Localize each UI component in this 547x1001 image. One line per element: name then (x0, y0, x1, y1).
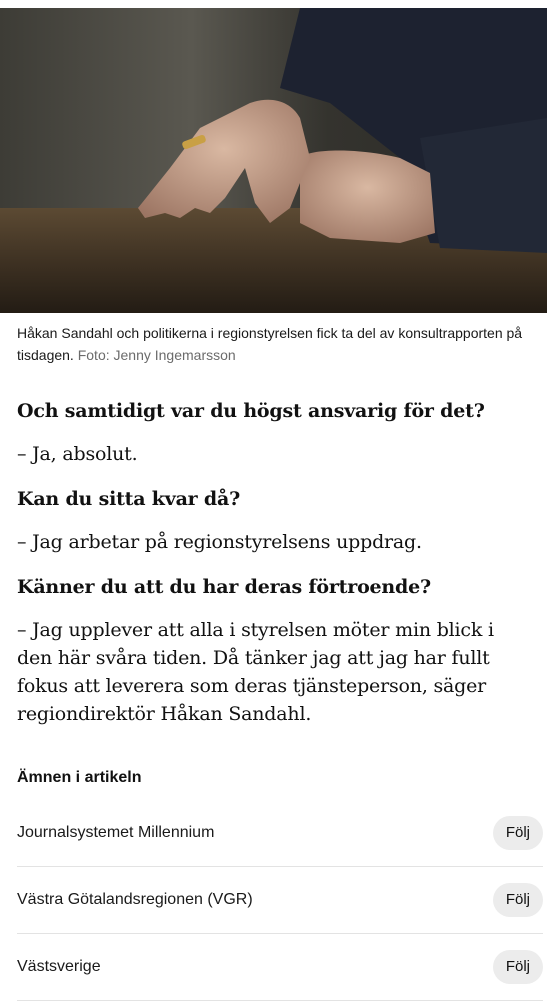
topic-item-millennium (17, 800, 543, 867)
interview-answer: – Jag arbetar på regionstyrelsens uppdrag. (17, 531, 422, 553)
topic-label[interactable]: Journalsystemet Millennium (17, 824, 215, 841)
interview-question: Känner du att du har deras förtroende? (17, 576, 431, 598)
follow-button[interactable]: Följ (493, 950, 543, 984)
topic-item-vgr (17, 867, 543, 934)
topic-label[interactable]: Västra Götalandsregionen (VGR) (17, 891, 253, 908)
topic-item-vastsverige (17, 934, 543, 1001)
follow-button[interactable]: Följ (493, 883, 543, 917)
interview-question: Och samtidigt var du högst ansvarig för det? (17, 400, 485, 422)
topics-heading: Ämnen i artikeln (17, 769, 142, 786)
topic-label[interactable]: Västsverige (17, 958, 101, 975)
interview-question: Kan du sitta kvar då? (17, 488, 241, 510)
article-photo (0, 8, 547, 313)
follow-button[interactable]: Följ (493, 816, 543, 850)
photo-caption (17, 322, 533, 366)
article-topics (17, 766, 543, 1001)
caption-text: Håkan Sandahl och politikerna i regionstyrelsen fick ta del av konsultrapporten på tisdagen. (17, 325, 523, 363)
photo-credit: Foto: Jenny Ingemarsson (77, 347, 236, 363)
article-body (17, 396, 533, 744)
photo-image (0, 8, 547, 313)
interview-answer: – Ja, absolut. (17, 443, 138, 465)
interview-answer: – Jag upplever att alla i styrelsen möter min blick i den här svåra tiden. Då tänker jag att jag har fullt fokus att leverera som deras tjänsteperson, säger regiondirektör Håkan Sandahl. (17, 619, 494, 725)
